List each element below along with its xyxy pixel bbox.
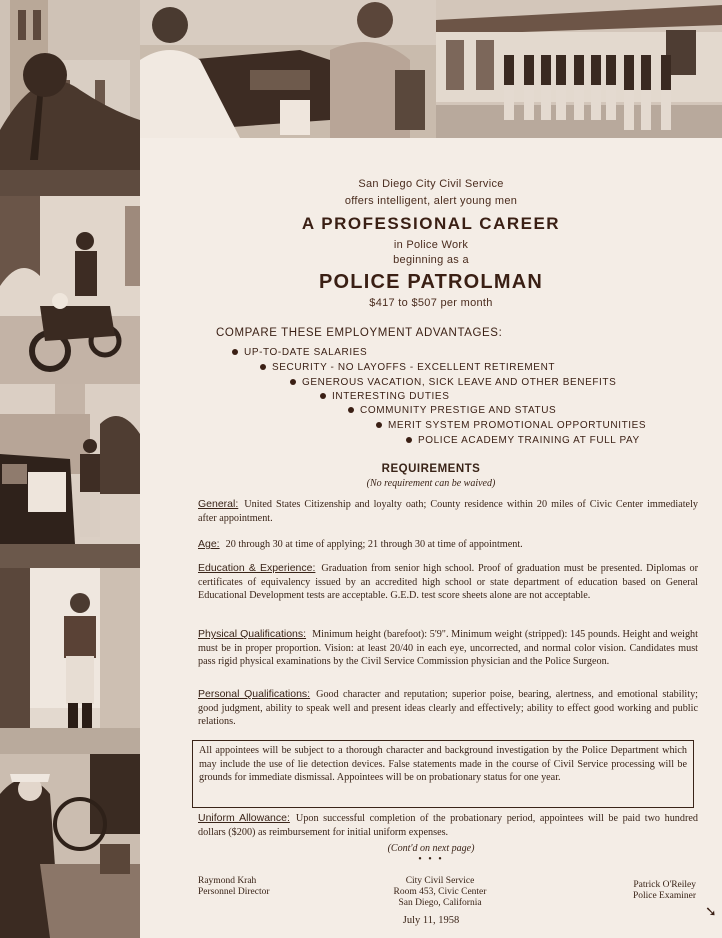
bullet-icon xyxy=(406,437,412,443)
address-line: San Diego, California xyxy=(398,898,482,908)
requirements-subtitle: (No requirement can be waived) xyxy=(366,478,496,489)
address-line: Room 453, Civic Center xyxy=(393,887,487,897)
signer-title: Personnel Director xyxy=(198,887,270,897)
req-physical-text: Minimum height (barefoot): 5'9". Minimum weight (stripped): 145 pounds. Height and weight must be in proper proportion. Vision: at least 20/40 in each eye, uncorrected, and normal color vision. Candidates must pass rigid physical examinations by the Civil Service Commission physician and the Police Surgeon. xyxy=(198,629,698,668)
headline-police-patrolman: POLICE PATROLMAN xyxy=(318,271,543,293)
advantage-item: UP-TO-DATE SALARIES xyxy=(232,347,367,358)
header-line-beginning: beginning as a xyxy=(393,254,469,266)
ornament-dots: • • • xyxy=(418,854,444,865)
investigation-notice-text: All appointees will be subject to a thorough character and background investigation by the Police Department which may include the use of lie detection devices. False statements made in the course of Civil Service processing will be grounds for immediate dismissal. Appointees will be on probationary status for one year. xyxy=(199,745,687,784)
advantage-item: COMMUNITY PRESTIGE AND STATUS xyxy=(348,405,556,416)
req-personal xyxy=(198,688,698,729)
photo-motorcycle-officer xyxy=(0,196,140,384)
headline-professional-career: A PROFESSIONAL CAREER xyxy=(301,214,561,233)
req-age-label: Age: xyxy=(198,538,220,550)
photo-officers-lineup xyxy=(436,0,722,138)
bullet-icon xyxy=(260,364,266,370)
photo-patrol-car-officer xyxy=(0,384,140,568)
bullet-icon xyxy=(376,422,382,428)
advantage-item: INTERESTING DUTIES xyxy=(320,391,449,402)
bullet-icon xyxy=(232,349,238,355)
advantage-item: MERIT SYSTEM PROMOTIONAL OPPORTUNITIES xyxy=(376,420,646,431)
continued-note: (Cont'd on next page) xyxy=(387,843,475,854)
advantage-item: GENEROUS VACATION, SICK LEAVE AND OTHER BENEFITS xyxy=(290,377,616,388)
civil-service-address xyxy=(340,876,540,909)
req-education xyxy=(198,562,698,603)
req-uniform-text: Upon successful completion of the probationary period, appointees will be paid two hundred dollars ($200) as reimbursement for initial uniform expenses. xyxy=(198,813,698,838)
signature-police-examiner xyxy=(600,880,696,902)
req-age xyxy=(198,538,698,552)
req-general-text: United States Citizenship and loyalty oath; County residence within 20 miles of Civic Center immediately after appointment. xyxy=(198,499,698,524)
investigation-notice-box xyxy=(192,740,694,808)
bullet-icon xyxy=(320,393,326,399)
arrow-icon: ➘ xyxy=(705,905,717,920)
req-education-text: Graduation from senior high school. Proof of graduation must be presented. Diplomas or certificates of equivalency issued by an accredited high school or state department of education based on General Educational Development tests are acceptable. G.E.D. test score sheets alone are not acceptable. xyxy=(198,563,698,602)
req-general xyxy=(198,498,698,525)
header-line-offers: offers intelligent, alert young men xyxy=(344,195,518,207)
signer-name: Raymond Krah xyxy=(198,876,257,886)
signature-personnel-director xyxy=(198,876,270,898)
header-line-city-civil-service: San Diego City Civil Service xyxy=(358,178,504,190)
req-general-label: General: xyxy=(198,498,239,510)
header-line-police-work: in Police Work xyxy=(393,239,469,251)
req-uniform-label: Uniform Allowance: xyxy=(198,812,290,824)
req-education-label: Education & Experience: xyxy=(198,562,316,574)
photo-dispatcher-office xyxy=(140,0,436,138)
signer-title: Police Examiner xyxy=(632,891,696,901)
req-physical-label: Physical Qualifications: xyxy=(198,628,307,640)
advantage-item: SECURITY - NO LAYOFFS - EXCELLENT RETIREMENT xyxy=(260,362,555,373)
photo-officer-standing xyxy=(0,568,140,754)
requirements-title: REQUIREMENTS xyxy=(381,463,481,475)
req-personal-label: Personal Qualifications: xyxy=(198,688,311,700)
signer-name: Patrick O'Reiley xyxy=(633,880,696,890)
req-personal-text: Good character and reputation; superior poise, bearing, alertness, and emotional stability; good judgment, ability to speak well and present ideas clearly and effectively; ability to effect good working and public relations. xyxy=(198,689,698,728)
req-uniform xyxy=(198,812,698,839)
flyer-body xyxy=(140,138,722,938)
document-date: July 11, 1958 xyxy=(402,915,460,926)
bullet-icon xyxy=(348,407,354,413)
salary-range: $417 to $507 per month xyxy=(369,297,493,309)
advantages-title: COMPARE THESE EMPLOYMENT ADVANTAGES: xyxy=(216,327,503,339)
bullet-icon xyxy=(290,379,296,385)
req-physical xyxy=(198,628,698,669)
req-age-text: 20 through 30 at time of applying; 21 through 30 at time of appointment. xyxy=(225,539,523,550)
photo-officer-in-car xyxy=(0,754,140,938)
advantage-item: POLICE ACADEMY TRAINING AT FULL PAY xyxy=(406,435,640,446)
address-line: City Civil Service xyxy=(405,876,475,886)
photo-city-hall-palm xyxy=(0,0,140,196)
